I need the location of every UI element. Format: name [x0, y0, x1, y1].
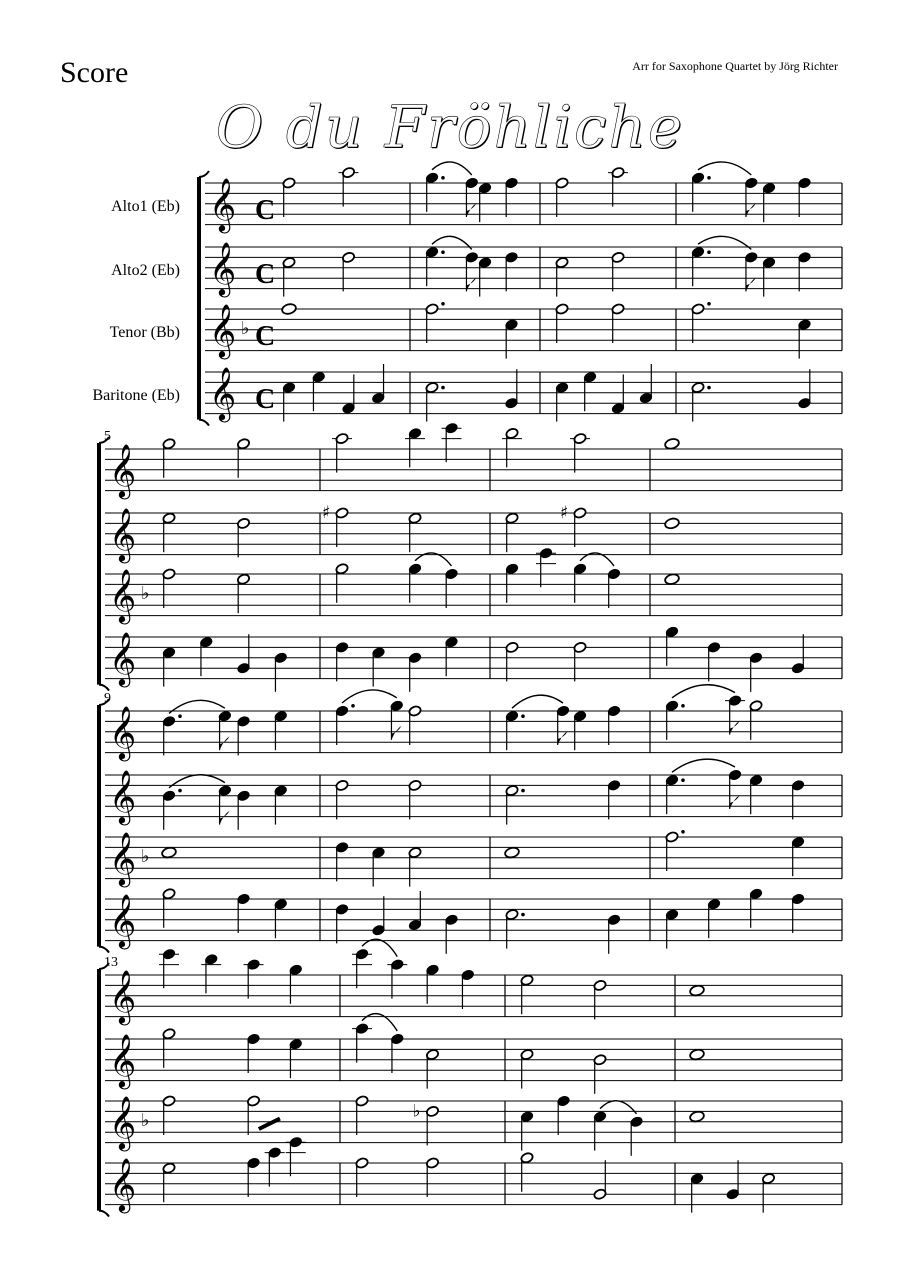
note: [749, 774, 763, 814]
staff-baritone: [105, 888, 842, 954]
note: [408, 705, 422, 745]
note: [162, 714, 182, 755]
note: [247, 1033, 261, 1073]
note: [408, 563, 422, 603]
notehead: [689, 1110, 705, 1123]
note: [161, 846, 177, 859]
instrument-name: Alto1 (Eb): [111, 198, 180, 216]
staff-tenor: [105, 830, 842, 887]
slur: [342, 690, 397, 703]
note: [505, 710, 525, 750]
staff-baritone: [105, 626, 842, 692]
note: [312, 371, 326, 411]
staff-baritone: [105, 1119, 842, 1213]
note: [665, 909, 679, 949]
treble-clef-icon: 𝄞: [109, 506, 137, 561]
note: [335, 779, 349, 819]
dot: [681, 778, 685, 782]
note: [593, 1054, 607, 1094]
instrument-name: Alto2 (Eb): [111, 262, 180, 280]
dot: [441, 176, 445, 180]
note: [201, 953, 221, 993]
note: [583, 371, 597, 411]
note: [465, 251, 479, 291]
note: [791, 836, 805, 876]
note: [237, 715, 251, 755]
staff-alto2: [105, 1014, 842, 1094]
note: [691, 302, 711, 343]
measure-number: 9: [104, 691, 111, 706]
time-signature: C: [255, 195, 276, 227]
flag: [558, 731, 568, 745]
note: [237, 517, 251, 557]
dot: [351, 704, 355, 708]
note: [445, 914, 459, 954]
note: [162, 888, 176, 928]
note: [162, 1095, 176, 1135]
note: [237, 893, 251, 933]
note: [798, 319, 812, 359]
note: [425, 382, 445, 422]
note: [371, 364, 385, 404]
note: [237, 573, 251, 613]
staff-tenor: [105, 547, 842, 624]
note: [426, 1157, 440, 1197]
bracket-bottom-hook: [99, 685, 109, 691]
note: [728, 769, 742, 809]
note: [749, 700, 763, 740]
note: [611, 374, 625, 414]
notehead: [664, 573, 680, 586]
note: [689, 1048, 705, 1061]
note: [274, 652, 288, 692]
note: [322, 503, 349, 547]
note: [665, 830, 685, 871]
measure-number: 5: [104, 429, 111, 444]
note: [426, 1049, 440, 1089]
note: [281, 303, 297, 316]
flag: [466, 277, 476, 291]
time-signature: C: [255, 321, 276, 353]
note: [607, 779, 621, 819]
treble-clef-icon: 𝄞: [209, 365, 237, 420]
note: [570, 433, 590, 473]
note: [408, 512, 422, 552]
note: [536, 547, 556, 587]
flag: [730, 721, 740, 735]
note: [237, 438, 251, 478]
note: [445, 636, 459, 676]
flag: [746, 203, 756, 217]
treble-clef-icon: 𝄞: [209, 302, 237, 357]
note: [665, 774, 685, 814]
note: [265, 1147, 285, 1187]
bracket-bottom-hook: [99, 1211, 109, 1217]
note: [289, 964, 303, 1004]
note: [557, 1095, 571, 1135]
note: [607, 705, 621, 745]
system-3: [99, 685, 842, 954]
flat-key-signature-icon: ♭: [141, 845, 150, 867]
note: [335, 704, 355, 745]
note: [355, 1157, 369, 1197]
treble-clef-icon: 𝄞: [109, 567, 137, 622]
flag: [391, 726, 401, 740]
treble-clef-icon: 𝄞: [109, 1094, 137, 1149]
note: [390, 1033, 404, 1073]
flag: [746, 277, 756, 291]
note: [442, 422, 462, 462]
notehead: [161, 846, 177, 859]
dot: [707, 250, 711, 254]
note: [749, 888, 763, 928]
dot: [441, 386, 445, 390]
note: [282, 382, 296, 422]
dot: [521, 714, 525, 718]
note: [762, 182, 776, 222]
note: [607, 568, 621, 608]
flat-key-signature-icon: ♭: [141, 1109, 150, 1131]
treble-clef-icon: 𝄞: [109, 830, 137, 885]
note: [798, 369, 812, 409]
treble-clef-icon: 𝄞: [109, 630, 137, 685]
dot: [178, 789, 182, 793]
note: [762, 257, 776, 297]
treble-clef-icon: 𝄞: [209, 176, 237, 231]
note: [426, 964, 440, 1004]
flag: [730, 795, 740, 809]
score-label: Score: [60, 56, 129, 89]
flat-key-signature-icon: ♭: [241, 317, 250, 339]
note: [461, 969, 475, 1009]
note: [332, 433, 352, 473]
note: [282, 257, 296, 297]
note: [352, 948, 372, 988]
note: [372, 647, 386, 687]
note: [162, 512, 176, 552]
treble-clef-icon: 𝄞: [109, 704, 137, 759]
dot: [707, 176, 711, 180]
treble-clef-icon: 𝄞: [109, 768, 137, 823]
dot: [178, 714, 182, 718]
bracket-bottom-hook: [199, 420, 209, 426]
note: [762, 1173, 776, 1213]
sharp-icon: ♯: [322, 503, 331, 523]
dot: [441, 302, 445, 306]
note: [725, 695, 745, 735]
note: [465, 177, 479, 217]
note: [274, 898, 288, 938]
system-4: [99, 939, 842, 1216]
note: [639, 364, 653, 404]
note: [744, 177, 758, 217]
staff-alto2: [105, 759, 842, 830]
note: [707, 641, 721, 681]
note: [665, 700, 685, 740]
slur: [672, 685, 735, 698]
note: [664, 438, 680, 451]
note: [664, 573, 680, 586]
note: [691, 172, 711, 212]
dot: [707, 386, 711, 390]
note: [593, 979, 607, 1019]
note: [162, 1028, 176, 1068]
note: [425, 302, 445, 343]
note: [425, 172, 445, 212]
note: [505, 512, 519, 552]
note: [520, 974, 534, 1014]
note: [691, 246, 711, 286]
note: [791, 893, 805, 933]
flat-icon: ♭: [412, 1101, 421, 1122]
beam: [259, 1119, 280, 1129]
time-signature: C: [255, 384, 276, 416]
note: [744, 251, 758, 291]
piece-title-text: O du Fröhliche: [215, 93, 685, 161]
measure-number: 13: [104, 955, 118, 970]
note: [289, 1038, 303, 1078]
note: [707, 898, 721, 938]
note: [608, 167, 628, 207]
note: [520, 1111, 534, 1151]
note: [339, 167, 359, 207]
dot: [521, 913, 525, 917]
treble-clef-icon: 𝄞: [109, 1032, 137, 1087]
note: [199, 636, 213, 676]
staff-alto1: [105, 422, 842, 499]
dot: [441, 250, 445, 254]
note: [408, 847, 422, 887]
note: [247, 1095, 261, 1135]
note: [555, 177, 569, 217]
bracket-top-hook: [199, 171, 209, 177]
note: [282, 177, 296, 217]
note: [504, 846, 520, 859]
treble-clef-icon: 𝄞: [109, 442, 137, 497]
treble-clef-icon: 𝄞: [109, 892, 137, 947]
note: [573, 710, 587, 750]
note: [445, 568, 459, 608]
treble-clef-icon: 𝄞: [209, 240, 237, 295]
instrument-name: Baritone (Eb): [92, 387, 180, 405]
time-signature: C: [255, 259, 276, 291]
note: [573, 563, 587, 603]
slur: [432, 162, 472, 175]
note: [555, 257, 569, 297]
note: [237, 790, 251, 830]
note: [274, 785, 288, 825]
note: [573, 641, 587, 681]
note: [689, 984, 705, 997]
flag: [466, 203, 476, 217]
dot: [521, 789, 525, 793]
note: [342, 251, 356, 291]
note: [247, 1157, 261, 1197]
notehead: [281, 303, 297, 316]
note: [352, 1023, 372, 1063]
note: [274, 710, 288, 750]
note: [607, 914, 621, 954]
note: [611, 251, 625, 291]
note: [162, 568, 176, 608]
note: [218, 710, 232, 750]
note: [390, 700, 404, 740]
note: [749, 652, 763, 692]
note: [387, 959, 407, 999]
slur: [698, 162, 751, 175]
note: [520, 1152, 534, 1192]
note: [342, 374, 356, 414]
note: [505, 563, 519, 603]
dot: [681, 830, 685, 834]
note: [244, 959, 264, 999]
note: [162, 647, 176, 687]
note: [413, 1101, 440, 1145]
notehead: [664, 438, 680, 451]
note: [611, 303, 625, 343]
staff-alto2: [111, 236, 842, 297]
note: [791, 634, 805, 674]
note: [505, 251, 519, 291]
treble-clef-icon: 𝄞: [109, 968, 137, 1023]
notehead: [504, 846, 520, 859]
dot: [681, 704, 685, 708]
note: [355, 1095, 369, 1135]
note: [372, 896, 386, 936]
note: [593, 1160, 607, 1200]
note: [162, 789, 182, 830]
note: [555, 382, 569, 422]
note: [505, 785, 525, 825]
note: [162, 1162, 176, 1202]
note: [555, 303, 569, 343]
staff-alto1: [105, 685, 842, 761]
note: [162, 438, 176, 478]
note: [505, 909, 525, 949]
note: [505, 177, 519, 217]
flag: [220, 736, 230, 750]
note: [425, 246, 445, 286]
flag: [220, 811, 230, 825]
note: [505, 641, 519, 681]
note: [408, 779, 422, 819]
note: [218, 785, 232, 825]
note: [798, 177, 812, 217]
instrument-name: Tenor (Bb): [109, 324, 180, 342]
staff-tenor: [105, 1095, 842, 1156]
note: [335, 903, 349, 943]
staff-tenor: [110, 302, 842, 359]
note: [502, 427, 522, 467]
note: [593, 1111, 607, 1151]
note: [335, 641, 349, 681]
note: [665, 626, 679, 666]
note: [405, 427, 425, 467]
note: [505, 319, 519, 359]
staff-alto2: [105, 503, 842, 563]
notehead: [689, 984, 705, 997]
note: [335, 563, 349, 603]
sharp-icon: ♯: [560, 503, 569, 523]
note: [478, 182, 492, 222]
slur: [672, 759, 735, 772]
note: [478, 257, 492, 297]
note: [556, 705, 570, 745]
flat-key-signature-icon: ♭: [141, 582, 150, 604]
note: [630, 1116, 644, 1156]
note: [505, 369, 519, 409]
dot: [707, 302, 711, 306]
note: [664, 517, 680, 530]
note: [726, 1160, 740, 1200]
system-1: [92, 162, 842, 426]
note: [408, 891, 422, 931]
note: [690, 1173, 704, 1213]
system-2: [99, 422, 842, 692]
note: [798, 251, 812, 291]
staff-alto1: [105, 939, 842, 1025]
note: [689, 1110, 705, 1123]
bracket-bottom-hook: [99, 947, 109, 953]
slur: [512, 695, 563, 708]
note: [791, 779, 805, 819]
note: [691, 382, 711, 422]
note: [520, 1049, 534, 1089]
note: [159, 948, 179, 988]
staff-baritone: [92, 364, 842, 422]
note: [408, 652, 422, 692]
note: [335, 841, 349, 881]
note: [372, 847, 386, 887]
notehead: [664, 517, 680, 530]
note: [237, 634, 251, 674]
notehead: [689, 1048, 705, 1061]
note: [560, 503, 587, 547]
staff-alto1: [111, 162, 842, 233]
note: [286, 1136, 306, 1176]
arranger-credit: Arr for Saxophone Quartet by Jörg Richter: [632, 59, 838, 73]
treble-clef-icon: 𝄞: [109, 1156, 137, 1211]
